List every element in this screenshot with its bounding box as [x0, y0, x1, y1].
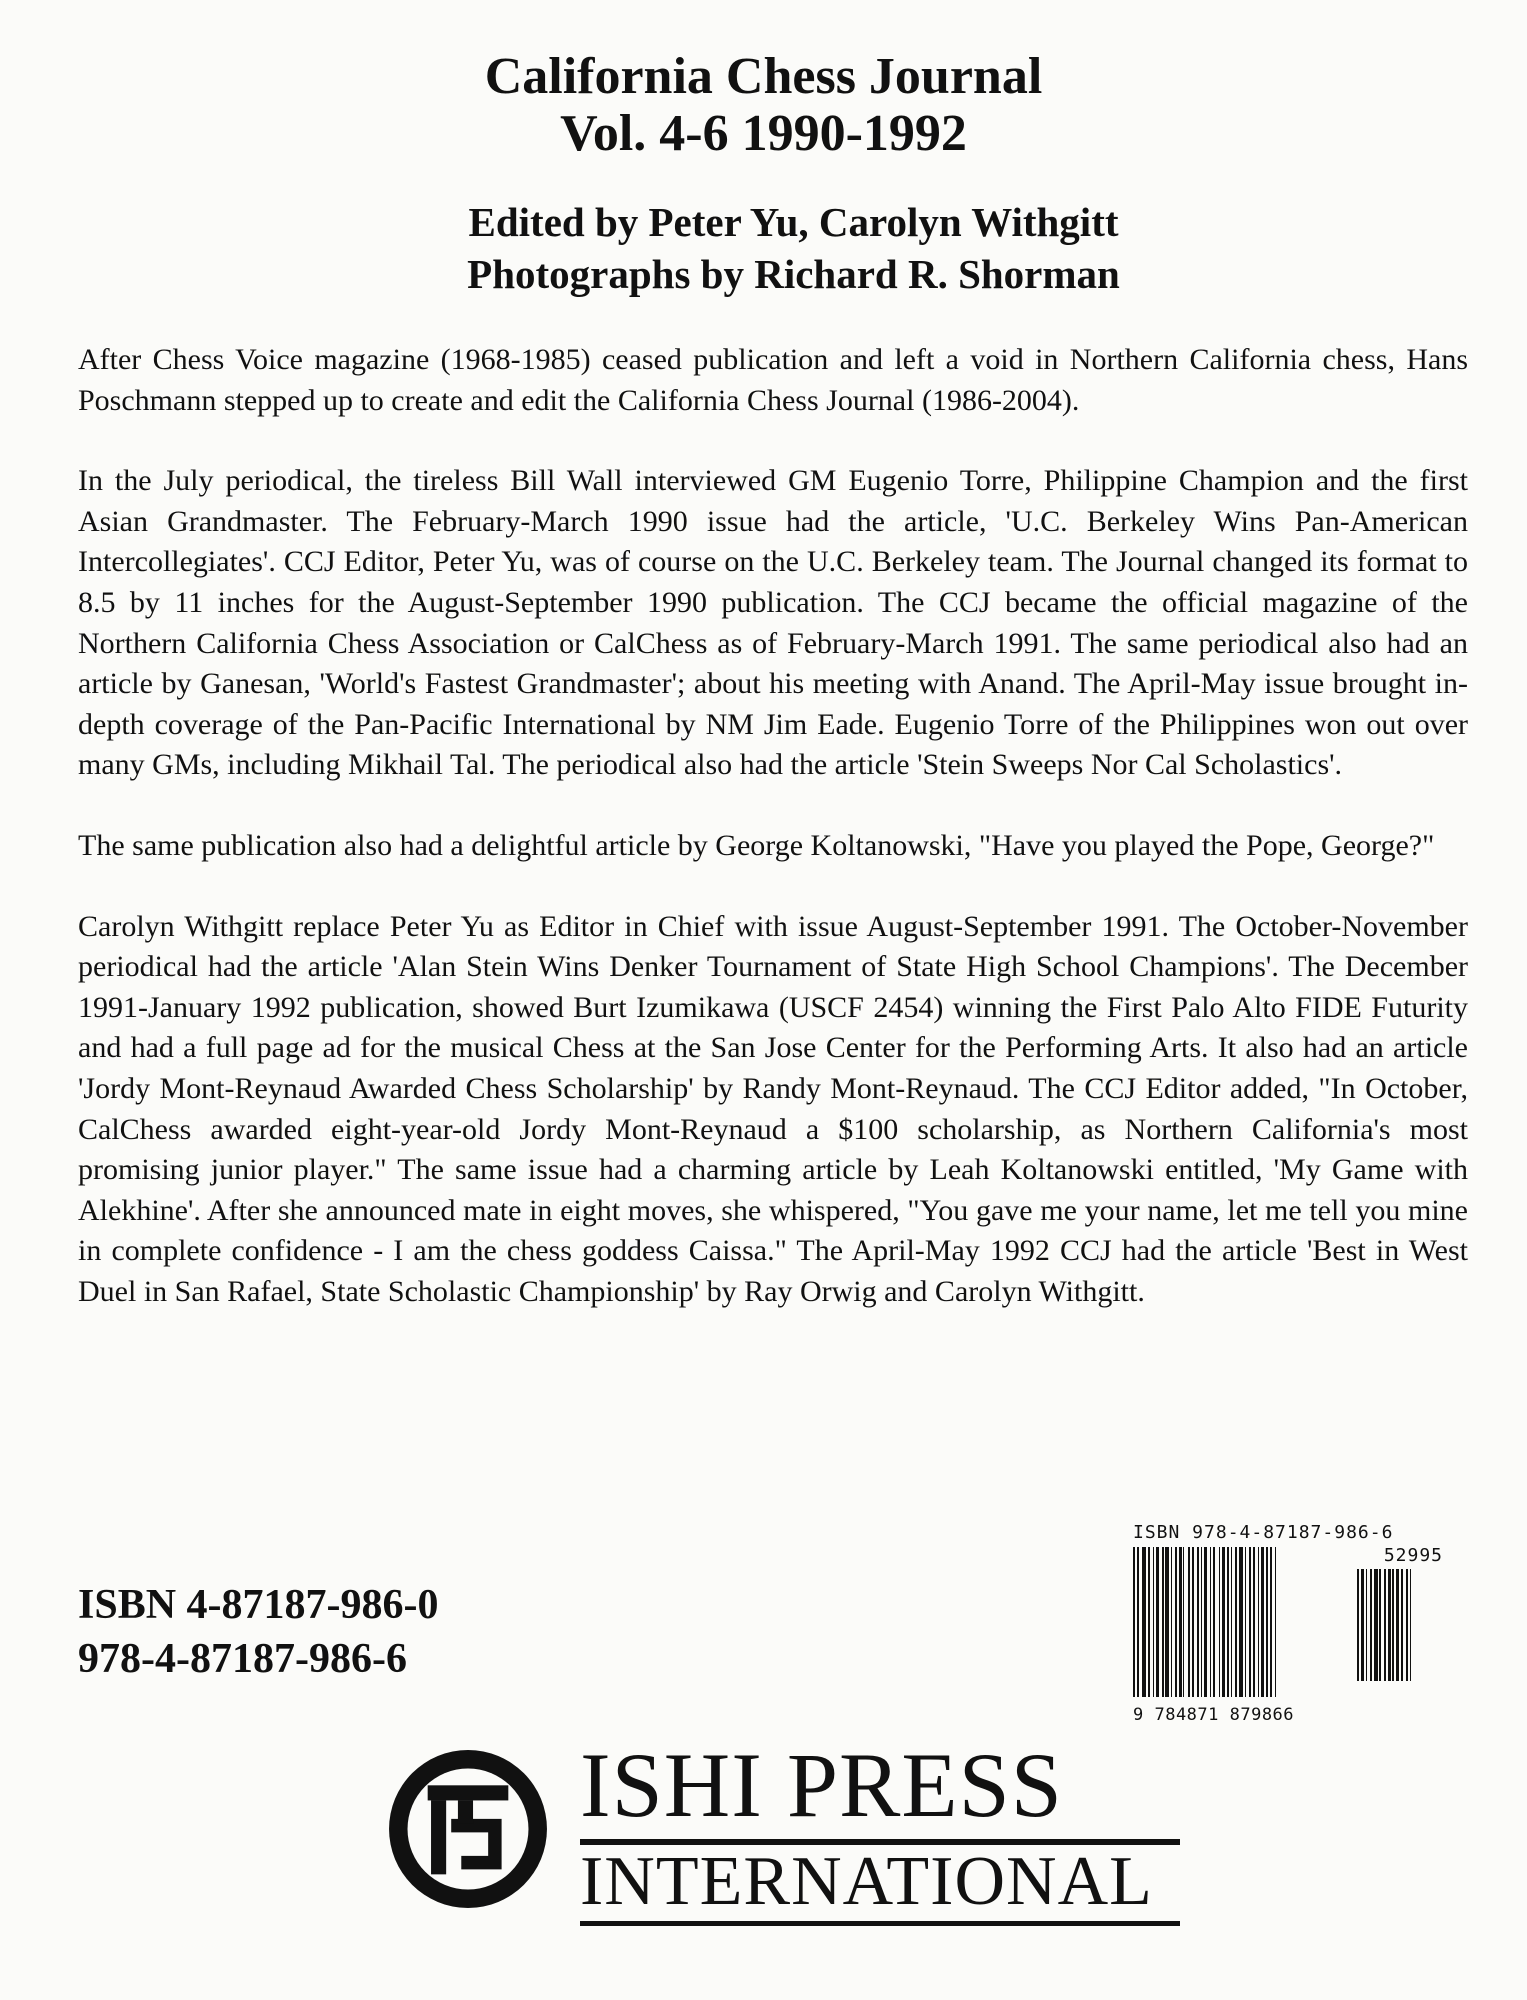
barcode-bar — [1239, 1547, 1243, 1697]
barcode-bar — [1162, 1547, 1164, 1697]
barcode-bar — [1245, 1547, 1246, 1697]
paragraph-3: The same publication also had a delightful article by George Koltanowski, "Have you played the Pope, George?" — [78, 828, 1435, 862]
barcode-bar — [1361, 1569, 1364, 1681]
volume-title: Vol. 4-6 1990-1992 — [560, 105, 967, 162]
barcode-bar — [1270, 1547, 1272, 1697]
description — [78, 340, 1468, 1352]
barcode-bar — [1153, 1547, 1154, 1697]
barcode-bar — [1401, 1569, 1403, 1681]
barcode-bar — [1231, 1547, 1232, 1697]
barcode-bar — [1165, 1547, 1169, 1697]
barcode-isbn-text: ISBN 978-4-87187-986-6 — [1133, 1522, 1394, 1543]
barcode-bar — [1133, 1547, 1135, 1697]
barcode-bar — [1379, 1569, 1381, 1681]
barcode-bar — [1192, 1547, 1194, 1697]
editors-credit: Edited by Peter Yu, Carolyn Withgitt — [468, 199, 1119, 245]
barcode-main-bars — [1133, 1547, 1343, 1697]
isbn-10: ISBN 4-87187-986-0 — [78, 1582, 439, 1628]
barcode-bar — [1171, 1547, 1172, 1697]
publisher-logo — [384, 1735, 1204, 1925]
barcode-bar — [1219, 1547, 1220, 1697]
barcode-addon-bars — [1357, 1569, 1449, 1681]
barcode-bar — [1175, 1547, 1177, 1697]
ishi-press-logo-icon — [384, 1745, 552, 1913]
credits — [0, 196, 1527, 300]
barcode-bar — [1227, 1547, 1229, 1697]
barcode-bar — [1357, 1569, 1359, 1681]
barcode-bar — [1374, 1569, 1378, 1681]
barcode-bar — [1213, 1547, 1215, 1697]
barcode — [1133, 1522, 1449, 1725]
barcode-bar — [1406, 1569, 1408, 1681]
paragraph-1: After Chess Voice magazine (1968-1985) ceased publication and left a void in Northern California chess, Hans Poschmann stepped up to create and edit the California Chess Journal (1986-2004). — [78, 343, 1468, 417]
paragraph-2: In the July periodical, the tireless Bill Wall interviewed GM Eugenio Torre, Philippine Champion and the first Asian Grandmaster. The February-March 1990 issue had the article, 'U.C. Berkeley Wins Pan-American Intercollegiates'. CCJ Editor, Peter Yu, was of course on the U.C. Berkeley team. The Journal changed its format to 8.5 by 11 inches for the August-September 1990 publication. The CCJ became the official magazine of the Northern California Chess Association or CalChess as of February-March 1991. The same periodical also had an article by Ganesan, 'World's Fastest Grandmaster'; about his meeting with Anand. The April-May issue brought in-depth coverage of the Pan-Pacific International by NM Jim Eade. Eugenio Torre of the Philippines won out over many GMs, including Mikhail Tal. The periodical also had the article 'Stein Sweeps Nor Cal Scholastics'. — [78, 464, 1468, 782]
barcode-bar — [1188, 1547, 1190, 1697]
barcode-bar — [1210, 1547, 1211, 1697]
barcode-bar — [1261, 1547, 1264, 1697]
barcode-bar — [1179, 1547, 1182, 1697]
publisher-subtitle: INTERNATIONAL — [580, 1843, 1153, 1920]
book-title: California Chess Journal — [484, 48, 1043, 105]
barcode-bar — [1392, 1569, 1394, 1681]
barcode-bar — [1183, 1547, 1184, 1697]
isbn-block — [78, 1578, 439, 1686]
barcode-bar — [1384, 1569, 1386, 1681]
barcode-bar — [1148, 1547, 1150, 1697]
barcode-bars-row — [1133, 1545, 1449, 1725]
barcode-digits: 9 784871 879866 — [1133, 1705, 1295, 1725]
title-block — [0, 48, 1527, 162]
barcode-bar — [1370, 1569, 1372, 1681]
barcode-bar — [1410, 1569, 1411, 1681]
barcode-bar — [1258, 1547, 1259, 1697]
barcode-bar — [1222, 1547, 1225, 1697]
barcode-bar — [1388, 1569, 1391, 1681]
isbn-13: 978-4-87187-986-6 — [78, 1636, 407, 1682]
barcode-bar — [1197, 1547, 1199, 1697]
paragraph-4: Carolyn Withgitt replace Peter Yu as Editor in Chief with issue August-September 1991. The October-November periodical had the article 'Alan Stein Wins Denker Tournament of State High School Champions'. The December 1991-January 1992 publication, showed Burt Izumikawa (USCF 2454) winning the First Palo Alto FIDE Futurity and had a full page ad for the musical Chess at the San Jose Center for the Performing Arts. It also had an article 'Jordy Mont-Reynaud Awarded Chess Scholarship' by Randy Mont-Reynaud. The CCJ Editor added, "In October, CalChess awarded eight-year-old Jordy Mont-Reynaud a $100 scholarship, as Northern California's most promising junior player." The same issue had a charming article by Leah Koltanowski entitled, 'My Game with Alekhine'. After she announced mate in eight moves, she whispered, "You gave me your name, let me tell you mine in complete confidence - I am the chess goddess Caissa." The April-May 1992 CCJ had the article 'Best in West Duel in San Rafael, State Scholastic Championship' by Ray Orwig and Carolyn Withgitt. — [78, 909, 1468, 1308]
barcode-bar — [1253, 1547, 1255, 1697]
barcode-bar — [1275, 1547, 1276, 1697]
publisher-rule-bottom — [580, 1921, 1180, 1926]
barcode-bar — [1204, 1547, 1207, 1697]
barcode-bar — [1235, 1547, 1237, 1697]
barcode-addon-number: 52995 — [1383, 1545, 1443, 1566]
barcode-bar — [1366, 1569, 1367, 1681]
barcode-bar — [1266, 1547, 1268, 1697]
barcode-bar — [1249, 1547, 1251, 1697]
barcode-bar — [1137, 1547, 1139, 1697]
publisher-name: ISHI PRESS — [580, 1734, 1063, 1836]
barcode-bar — [1396, 1569, 1399, 1681]
barcode-bar — [1142, 1547, 1146, 1697]
photographs-credit: Photographs by Richard R. Shorman — [467, 251, 1120, 297]
barcode-bar — [1156, 1547, 1159, 1697]
barcode-bar — [1201, 1547, 1202, 1697]
